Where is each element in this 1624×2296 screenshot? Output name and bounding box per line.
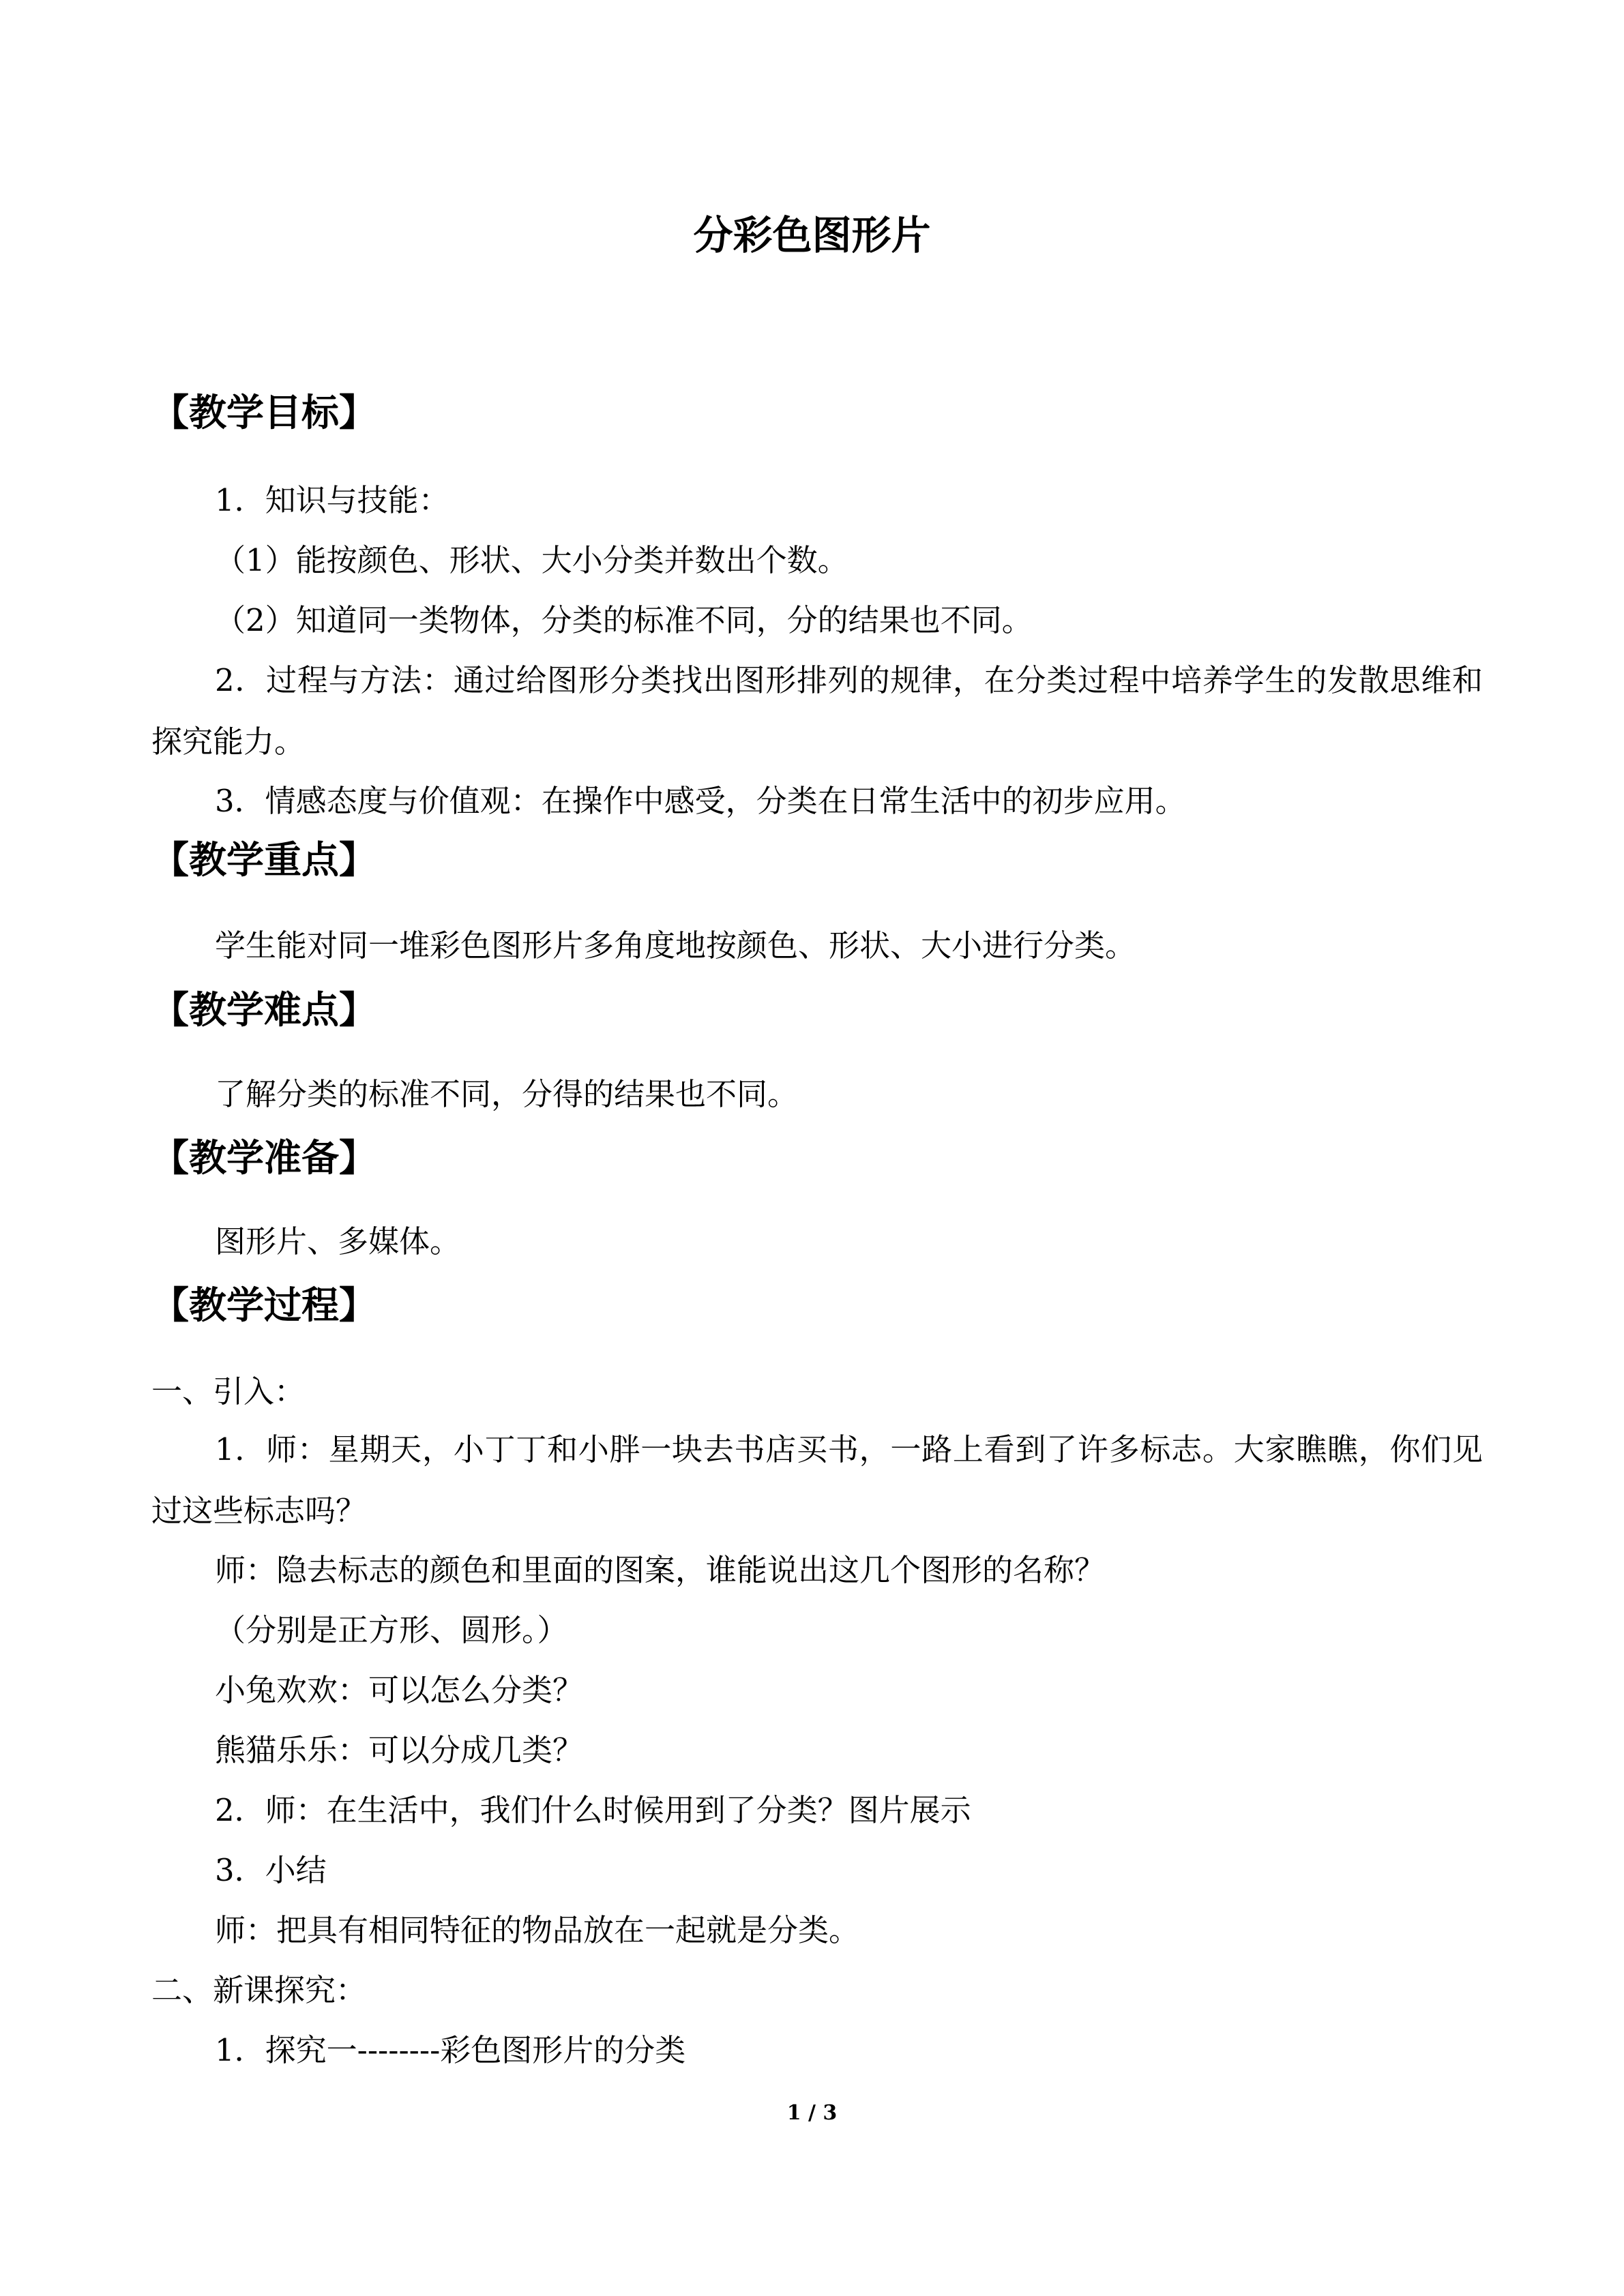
goal-item-2: 2．过程与方法：通过给图形分类找出图形排列的规律，在分类过程中培养学生的发散思维和探究能力。 (151, 662, 1483, 760)
process-paragraph-8: 师：把具有相同特征的物品放在一起就是分类。 (215, 1912, 860, 1948)
page-title: 分彩色图形片 (693, 212, 931, 258)
goal-item-1a: （1）能按颜色、形状、大小分类并数出个数。 (215, 542, 848, 578)
heading-difficulties: 【教学难点】 (151, 987, 377, 1032)
preparation-text: 图形片、多媒体。 (215, 1223, 461, 1259)
goal-item-1: 1．知识与技能： (215, 482, 449, 518)
heading-process: 【教学过程】 (151, 1283, 377, 1327)
goal-item-1b: （2）知道同一类物体，分类的标准不同，分的结果也不同。 (215, 602, 1033, 638)
process-paragraph-7: 3．小结 (215, 1852, 327, 1888)
heading-preparation: 【教学准备】 (151, 1135, 377, 1180)
process-paragraph-4: 小兔欢欢：可以怎么分类？ (215, 1672, 584, 1708)
process-paragraph-6: 2．师：在生活中，我们什么时候用到了分类？图片展示 (215, 1792, 971, 1828)
process-paragraph-9: 1．探究一--------彩色图形片的分类 (215, 2032, 686, 2068)
process-paragraph-2: 师：隐去标志的颜色和里面的图案，谁能说出这几个图形的名称？ (215, 1552, 1106, 1588)
page-number: 1 / 3 (786, 2101, 838, 2125)
process-paragraph-5: 熊猫乐乐：可以分成几类？ (215, 1732, 584, 1768)
goal-item-3: 3．情感态度与价值观：在操作中感受，分类在日常生活中的初步应用。 (215, 783, 1186, 819)
process-part-1: 一、引入： (151, 1373, 306, 1410)
difficulties-text: 了解分类的标准不同，分得的结果也不同。 (215, 1076, 799, 1112)
process-part-2: 二、新课探究： (151, 1972, 367, 2008)
process-paragraph-1: 1．师：星期天，小丁丁和小胖一块去书店买书，一路上看到了许多标志。大家瞧瞧，你们见过这些标志吗？ (151, 1431, 1483, 1529)
heading-teaching-goals: 【教学目标】 (151, 390, 377, 434)
process-paragraph-3: （分别是正方形、圆形。） (215, 1612, 568, 1648)
heading-key-points: 【教学重点】 (151, 837, 377, 882)
key-points-text: 学生能对同一堆彩色图形片多角度地按颜色、形状、大小进行分类。 (215, 927, 1136, 964)
